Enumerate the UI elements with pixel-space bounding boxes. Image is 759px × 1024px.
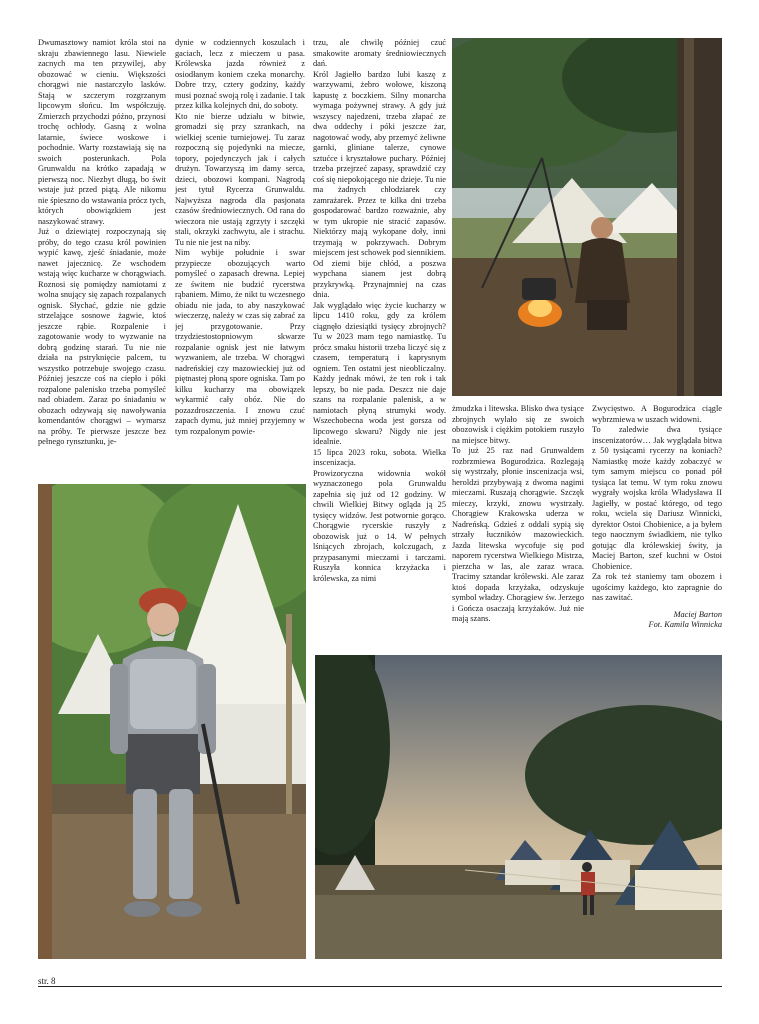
paragraph: Dwumasztowy namiot króla stoi na skraju zbawiennego lasu. Niewiele zacnych ma ten przywilej, aby obozować w cieniu. Większości chorągwi nie nastarczyło lasków. Stają w szczerym rozgrzanym lipcowym słońcu. Im współczuję. Zmierzch przychodzi późno, przynosi trochę ochłody. Gasną z wolna latarnie, świece woskowe i pochodnie. Warty rozstawiają się na swoich posterunkach. Pola Grunwaldu na krótko zapadają w pierwszą noc. Niezbyt długą, bo świt wstaje już przed piątą. Ale nikomu nie śpieszno do wstawania prócz tych, których obowiązkiem jest naszykować strawy. — [38, 38, 166, 226]
author-signature: Maciej Barton — [673, 609, 722, 619]
paragraph: To już 25 raz nad Grunwaldem rozbrzmiewa Bogurodzica. Rozlegają się wystrzały, płonie inscenizacja wsi, heroldzi przybywają z dwoma nagimi mieczami. Ruszają chorągwie. Szczęk mieczy, krzyki, znowu wystrzały. Chorągiew Krakowska uderza w Nadreńską. Gdzieś z oddali sypią się strzały łuczników mazowieckich. Jazda litewska wycofuje się pod naporem rycerstwa Wielkiego Mistrza, pierzcha w las, ale zaraz wraca. Tracimy sztandar królewski. Ale zaraz ktoś dopada krzyżaka, odzyskuje symbol władzy. Chorągiew św. Jerzego i Gończa osaczają krzyżaków. Już nie mają szans. — [452, 446, 584, 623]
photo-camp-at-dusk — [315, 655, 722, 959]
paragraph: To zaledwie dwa tysiące inscenizatorów… Jak wyglądała bitwa z 50 tysiącami rycerzy na koniach? Namiastkę może każdy zobaczyć w tym samym miejscu co ponad pół tysiąca lat temu. W tym roku znowu wygrały wojska króla Władysława II Jagiełły, w postać którego, od tego roku, wciela się Dariusz Winnicki, dyrektor Ostoi Chobienice, a ja byłem tego naocznym świadkiem, nie tylko gotując dla królewskiej świty, ja Maciej Barton, szef kuchni w Ostoi Chobienice. — [592, 425, 722, 571]
paragraph: Nim wybije południe i swar przypiecze obozujących warto pomyśleć o zapasach drewna. Lepiej ze świtem nie budzić rycerstwa rąbaniem. Mimo, że nikt tu wczesnego obiadu nie jada, to aby naszykować wieczerzę, należy w czas się zabrać za jej przygotowanie. Przy trzydziestostopniowym skwarze rozpalanie ognisk jest nie łatwym wyzwaniem, ale trzeba. W chorągwi nadreńskiej czy mazowieckiej już od piętnastej płoną spore ogniska. Tam po kilku kucharzy ma obowiązek wykarmić cały obóz. Nie do pozazdroszczenia. I znowu czuć zapach dymu, już mniej przyjemny w tym rozpalonym powie- — [175, 248, 305, 436]
photo-credit: Fot. Kamila Winnicka — [648, 620, 722, 629]
paragraph: Za rok też staniemy tam obozem i ugościmy każdego, kto zapragnie do nas zawitać. — [592, 572, 722, 602]
article-column-2 — [175, 38, 305, 508]
paragraph: trzu, ale chwilę później czuć smakowite aromaty średniowiecznych dań. — [313, 38, 446, 68]
article-column-5 — [592, 404, 722, 679]
paragraph: 15 lipca 2023 roku, sobota. Wielka inscenizacja. — [313, 447, 446, 467]
paragraph: Król Jagiełło bardzo lubi kaszę z warzywami, żebro wołowe, kiszoną kapustę z boczkiem. Silny monarcha wymaga pożywnej strawy. A gdy już wszyscy najedzeni, trzeba złapać ze dwa oddechy i póki jeszcze żar, nagotować wody, aby przemyć żeliwne garnki, gliniane talerze, cynowe sztućce i kryształowe puchary. Później trzeba przejrzeć zapasy, sprawdzić czy coś się niepokojącego nie dzieje. Tu nie ma żadnych chłodziarek czy zamrażarek. Przez te kilka dni trzeba gospodarować bardzo rozważnie, aby w tym ukropie nie stracić zapasów. Niektórzy mają wykopane doły, inni trzymają w pokrzywach. Dobrym miejscem jest schowek pod siennikiem. Od ziemi bije chłód, a poszwa wypchana sianem jest dobrą przykrywką. Przynajmniej na czas dnia. — [313, 69, 446, 299]
paragraph: Zwycięstwo. A Bogurodzica ciągle wybrzmiewa w uszach widowni. — [592, 404, 722, 424]
article-column-4 — [452, 404, 584, 649]
page-number: str. 8 — [38, 976, 56, 986]
photo-cook-by-fire — [452, 38, 722, 396]
article-column-1 — [38, 38, 166, 508]
paragraph: Prowizoryczna widownia wokół wyznaczonego pola Grunwaldu zapełnia się już od 12 godziny. W chwili Wielkiej Bitwy ogląda ją 25 tysięcy widzów. Jest potwornie gorąco. Chorągwie rycerskie ruszyły z obozowisk już o 14. W pełnych lśniących zbrojach, kolczugach, z przypasanymi mieczami i tarczami. Ruszyła konnica krzyżacka i królewska, za nimi — [313, 468, 446, 583]
paragraph: Kto nie bierze udziału w bitwie, gromadzi się przy szrankach, na wielkiej scenie turniejowej. Tu zaraz rozpoczną się pojedynki na miecze, topory, pojedynczych jak i całych drużyn. Towarzyszą im damy serca, dzieci, obozowi kompani. Nagrodą jest tytuł Rycerza Grunwaldu. Najwyższa nagroda dla pasjonata czasów średniowiecznych. Od rana do wieczora nie ustają zgrzyty i szczęki stali, okrzyki zachwytu, ale i strachu. Tu nie nie jest na niby. — [175, 111, 305, 247]
article-column-3 — [313, 38, 446, 646]
photo-knight-in-armor — [38, 484, 306, 959]
paragraph: Już o dziewiątej rozpoczynają się próby, do tego czasu król powinien wypić kawę, zjeść śniadanie, może nawet jajecznicę. Ze wschodem wstają więc kucharze w chorągwiach. Roznosi się pomiędzy namiotami z wolna snujący się zapach rozpalanych ognisk. Słychać, gdzie nie gdzie strzelające sosnowe żagwie, ktoś jeszcze rąbie. Rozpalenie i zagotowanie wody to wyzwanie na dobrą godzinę starań. Tu nie nie działa na pstryknięcie palcem, tu wszystko potrzebuje swojego czasu. Później jeszcze coś na ciepło i póki rozpalone palenisko trzeba pomyśleć nad obiadem. Zaraz po śniadaniu w obozach odzywają się nawoływania komendantów chorągwi – wymarsz na próby. Te pierwsze jeszcze bez pełnego rynsztunku, je- — [38, 227, 166, 446]
paragraph: Jak wyglądało więc życie kucharzy w lipcu 1410 roku, gdy za królem ciągnęło dziesiątki tysięcy zbrojnych? Tu w 2023 mam tego namiastkę. Tu prócz smaku historii trzeba liczyć się z czasem, temperaturą i kaprysnym ogniem. Ten ostatni jest nieobliczalny. Każdy jednak mówi, że ten rok i tak lepszy, bo nie pada. Deszcz nie daje szans na rozpalanie palenisk, a w namiotach płyną strumyki wody. Wszechobecna woda jest gorsza od lipcowego skwaru? Nigdy nie jest idealnie. — [313, 300, 446, 446]
footer-divider — [38, 986, 722, 987]
paragraph: dynie w codziennych koszulach i gaciach, lecz z mieczem u pasa. Królewska jazda również z osiodłanym koniem czeka monarchy. Dobre trzy, cztery godziny, każdy musi poznać swoją rolę i zadanie. I tak przez kilka kolejnych dni, do soboty. — [175, 38, 305, 110]
paragraph: żmudzka i litewska. Blisko dwa tysiące zbrojnych wylało się ze swoich obozowisk i ciężkim potokiem ruszyło na miejsce bitwy. — [452, 404, 584, 445]
